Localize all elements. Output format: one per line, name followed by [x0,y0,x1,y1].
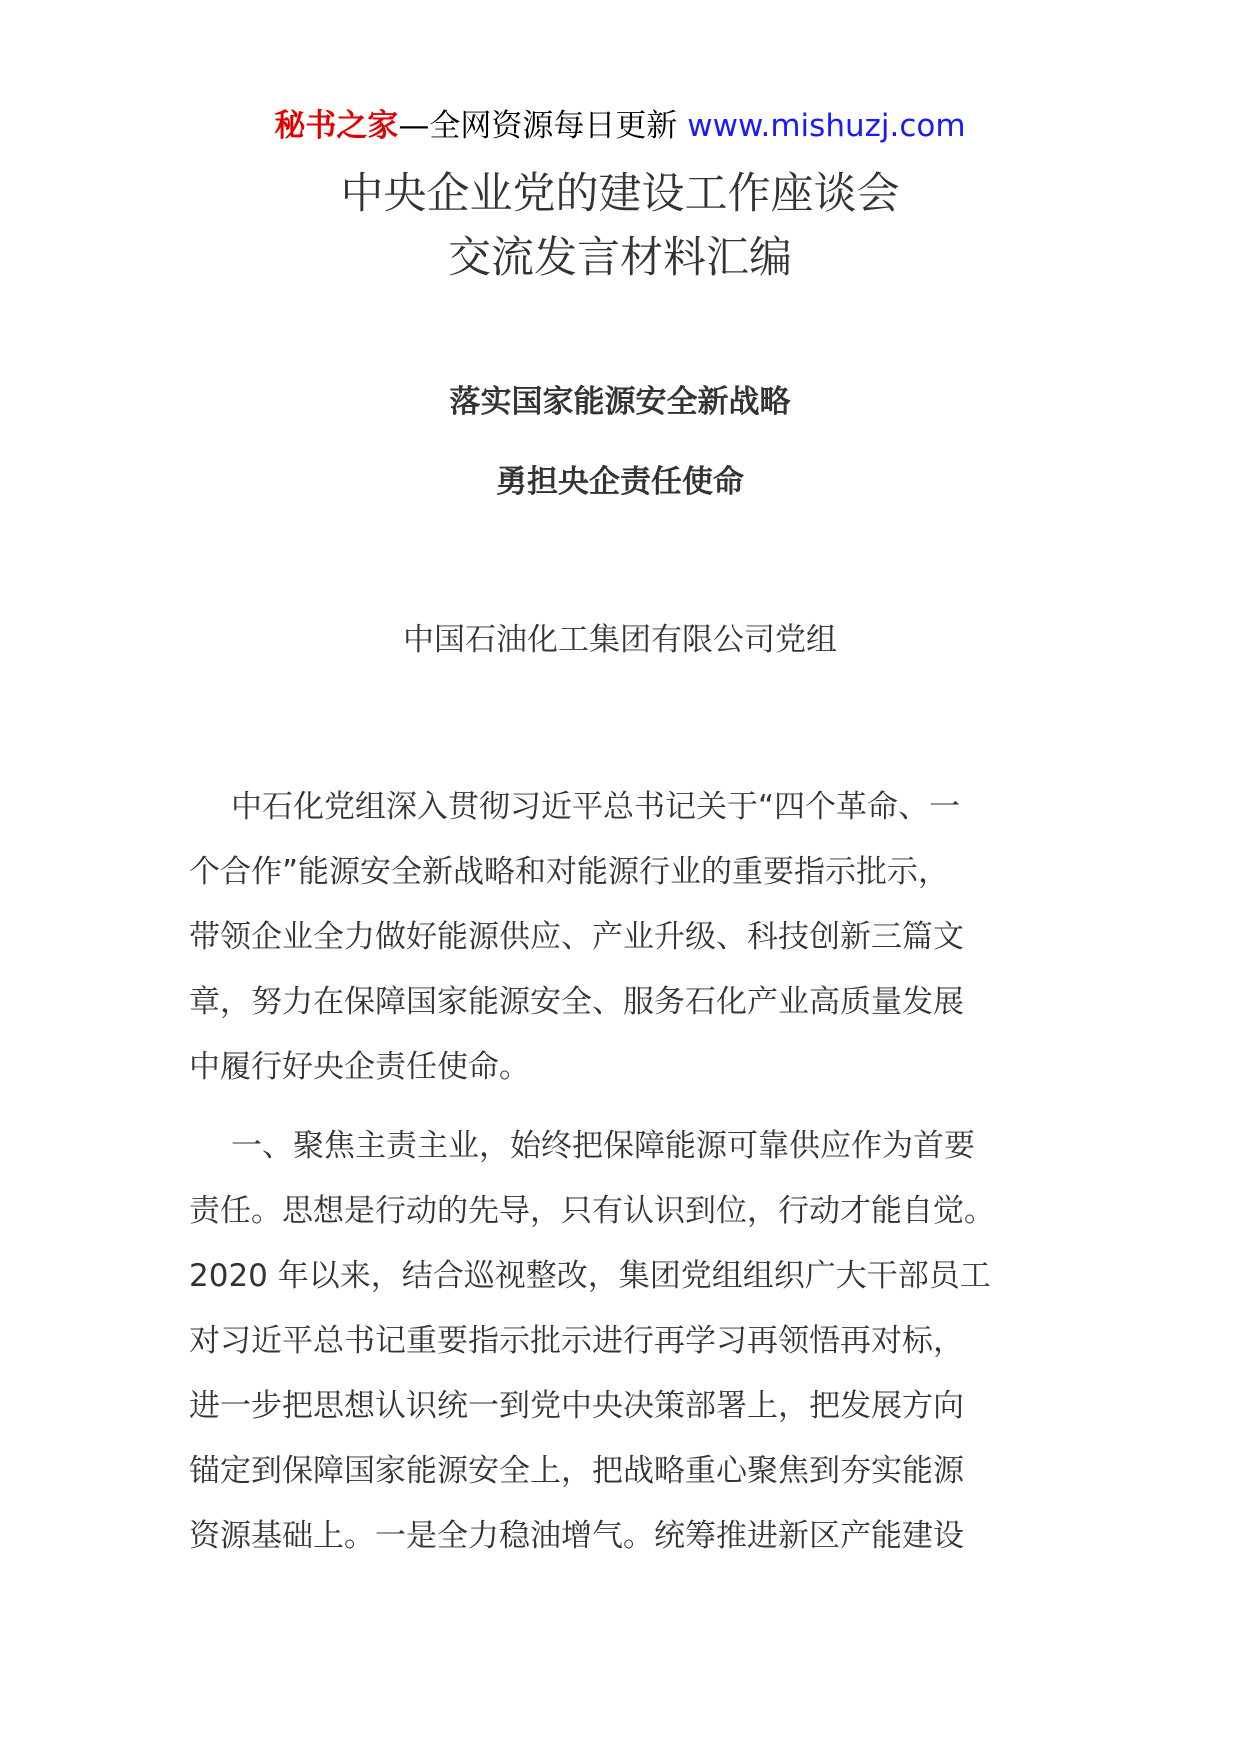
paragraph-line: 章，努力在保障国家能源安全、服务石化产业高质量发展 [189,984,964,1020]
paragraph-line: 2020 年以来，结合巡视整改，集团党组组织广大干部员工 [189,1258,991,1294]
title-line-2: 交流发言材料汇编 [448,233,792,283]
paragraph-line: 对习近平总书记重要指示批示进行再学习再领悟再对标， [189,1323,964,1359]
site-header [0,104,1240,148]
brand-name: 秘书之家 [274,108,399,144]
paragraph-line: 一、聚焦主责主业，始终把保障能源可靠供应作为首要 [231,1128,975,1164]
paragraph-line: 资源基础上。一是全力稳油增气。统筹推进新区产能建设 [189,1518,964,1554]
paragraph-2 [189,1114,1047,1569]
title-line-1: 中央企业党的建设工作座谈会 [340,169,900,219]
paragraph-line: 中石化党组深入贯彻习近平总书记关于“四个革命、一 [231,789,961,825]
paragraph-line: 个合作”能源安全新战略和对能源行业的重要指示批示， [189,854,950,890]
header-tagline: —全网资源每日更新 [398,108,678,144]
subtitle-line-1: 落实国家能源安全新战略 [449,384,791,420]
paragraph-line: 责任。思想是行动的先导，只有认识到位，行动才能自觉。 [189,1193,995,1229]
site-url-link[interactable]: www.mishuzj.com [687,108,966,144]
document-title [0,162,1240,290]
paragraph-line: 锚定到保障国家能源安全上，把战略重心聚焦到夯实能源 [189,1453,964,1489]
paragraph-line: 进一步把思想认识统一到党中央决策部署上，把发展方向 [189,1388,964,1424]
author-organization: 中国石油化工集团有限公司党组 [403,622,837,658]
paragraph-line: 中履行好央企责任使命。 [189,1049,530,1085]
paragraph-line: 带领企业全力做好能源供应、产业升级、科技创新三篇文 [189,919,964,955]
paragraph-1 [189,775,1047,1100]
subtitle-line-2: 勇担央企责任使命 [496,464,744,500]
